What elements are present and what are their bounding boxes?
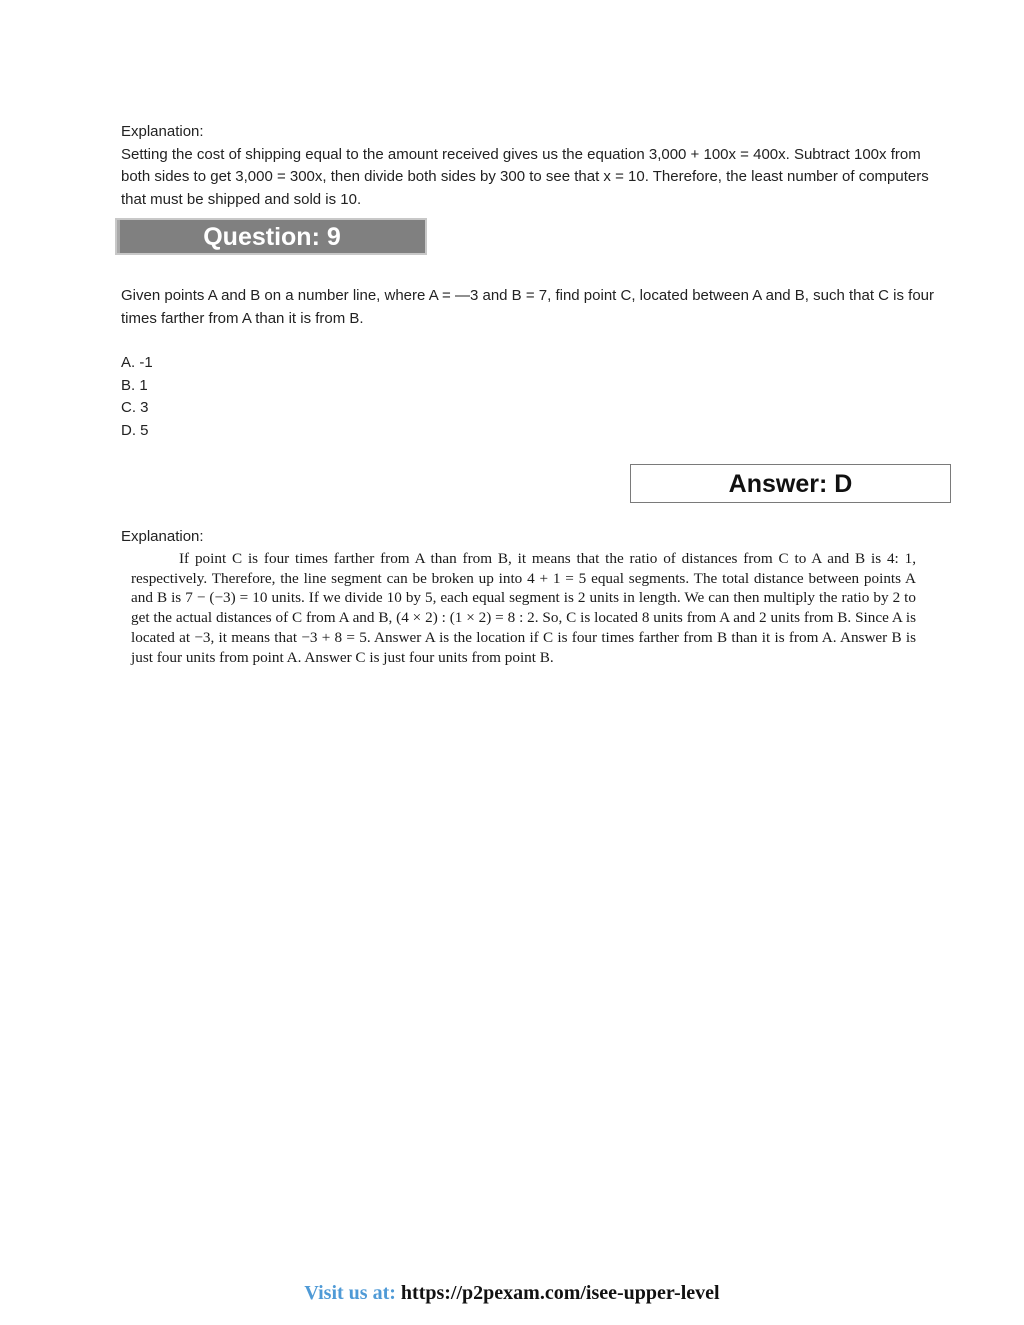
- option-c: C. 3: [121, 399, 149, 417]
- previous-explanation-label: Explanation:: [121, 123, 204, 140]
- answer-options: [121, 352, 153, 443]
- footer-label: Visit us at:: [304, 1282, 396, 1304]
- footer-link[interactable]: https://p2pexam.com/isee-upper-level: [400, 1282, 720, 1304]
- explanation-label: Explanation:: [121, 528, 204, 545]
- question-banner: [115, 218, 427, 255]
- previous-explanation-text: Setting the cost of shipping equal to the amount received gives us the equation 3,000 + 100x = 400x. Subtract 100x from both sides to get 3,000 = 300x, then divide both sides by 300 to see that x = 10. Therefore, the least number of computers that must be shipped and sold is 10.: [121, 145, 929, 208]
- option-b: B. 1: [121, 376, 148, 394]
- answer-box: [630, 464, 951, 503]
- explanation-body: If point C is four times farther from A than from B, it means that the ratio of distances from C to A and B is 4: 1, respectively. Therefore, the line segment can be broken up into 4 + 1 = 5 equal segments. The total distance between points A and B is 7 − (−3) = 10 units. If we divide 10 by 5, each equal segment is 2 units in length. We can then multiply the ratio by 2 to get the actual distances of C from A and B, (4 × 2) : (1 × 2) = 8 : 2. So, C is located 8 units from A and 2 units from B. Since A is located at −3, it means that −3 + 8 = 5. Answer A is the location if C is four times farther from B than it is from A. Answer B is just four units from point A. Answer C is just four units from point B.: [131, 550, 916, 666]
- previous-explanation: [121, 121, 951, 211]
- question-text: Given points A and B on a number line, where A = —3 and B = 7, find point C, located between A and B, such that C is four times farther from A than it is from B.: [121, 287, 935, 327]
- question-title: Question: 9: [203, 223, 341, 251]
- option-a: A. -1: [121, 354, 153, 371]
- option-d: D. 5: [121, 422, 149, 440]
- footer: [0, 1280, 1024, 1306]
- answer-label: Answer: D: [728, 470, 853, 498]
